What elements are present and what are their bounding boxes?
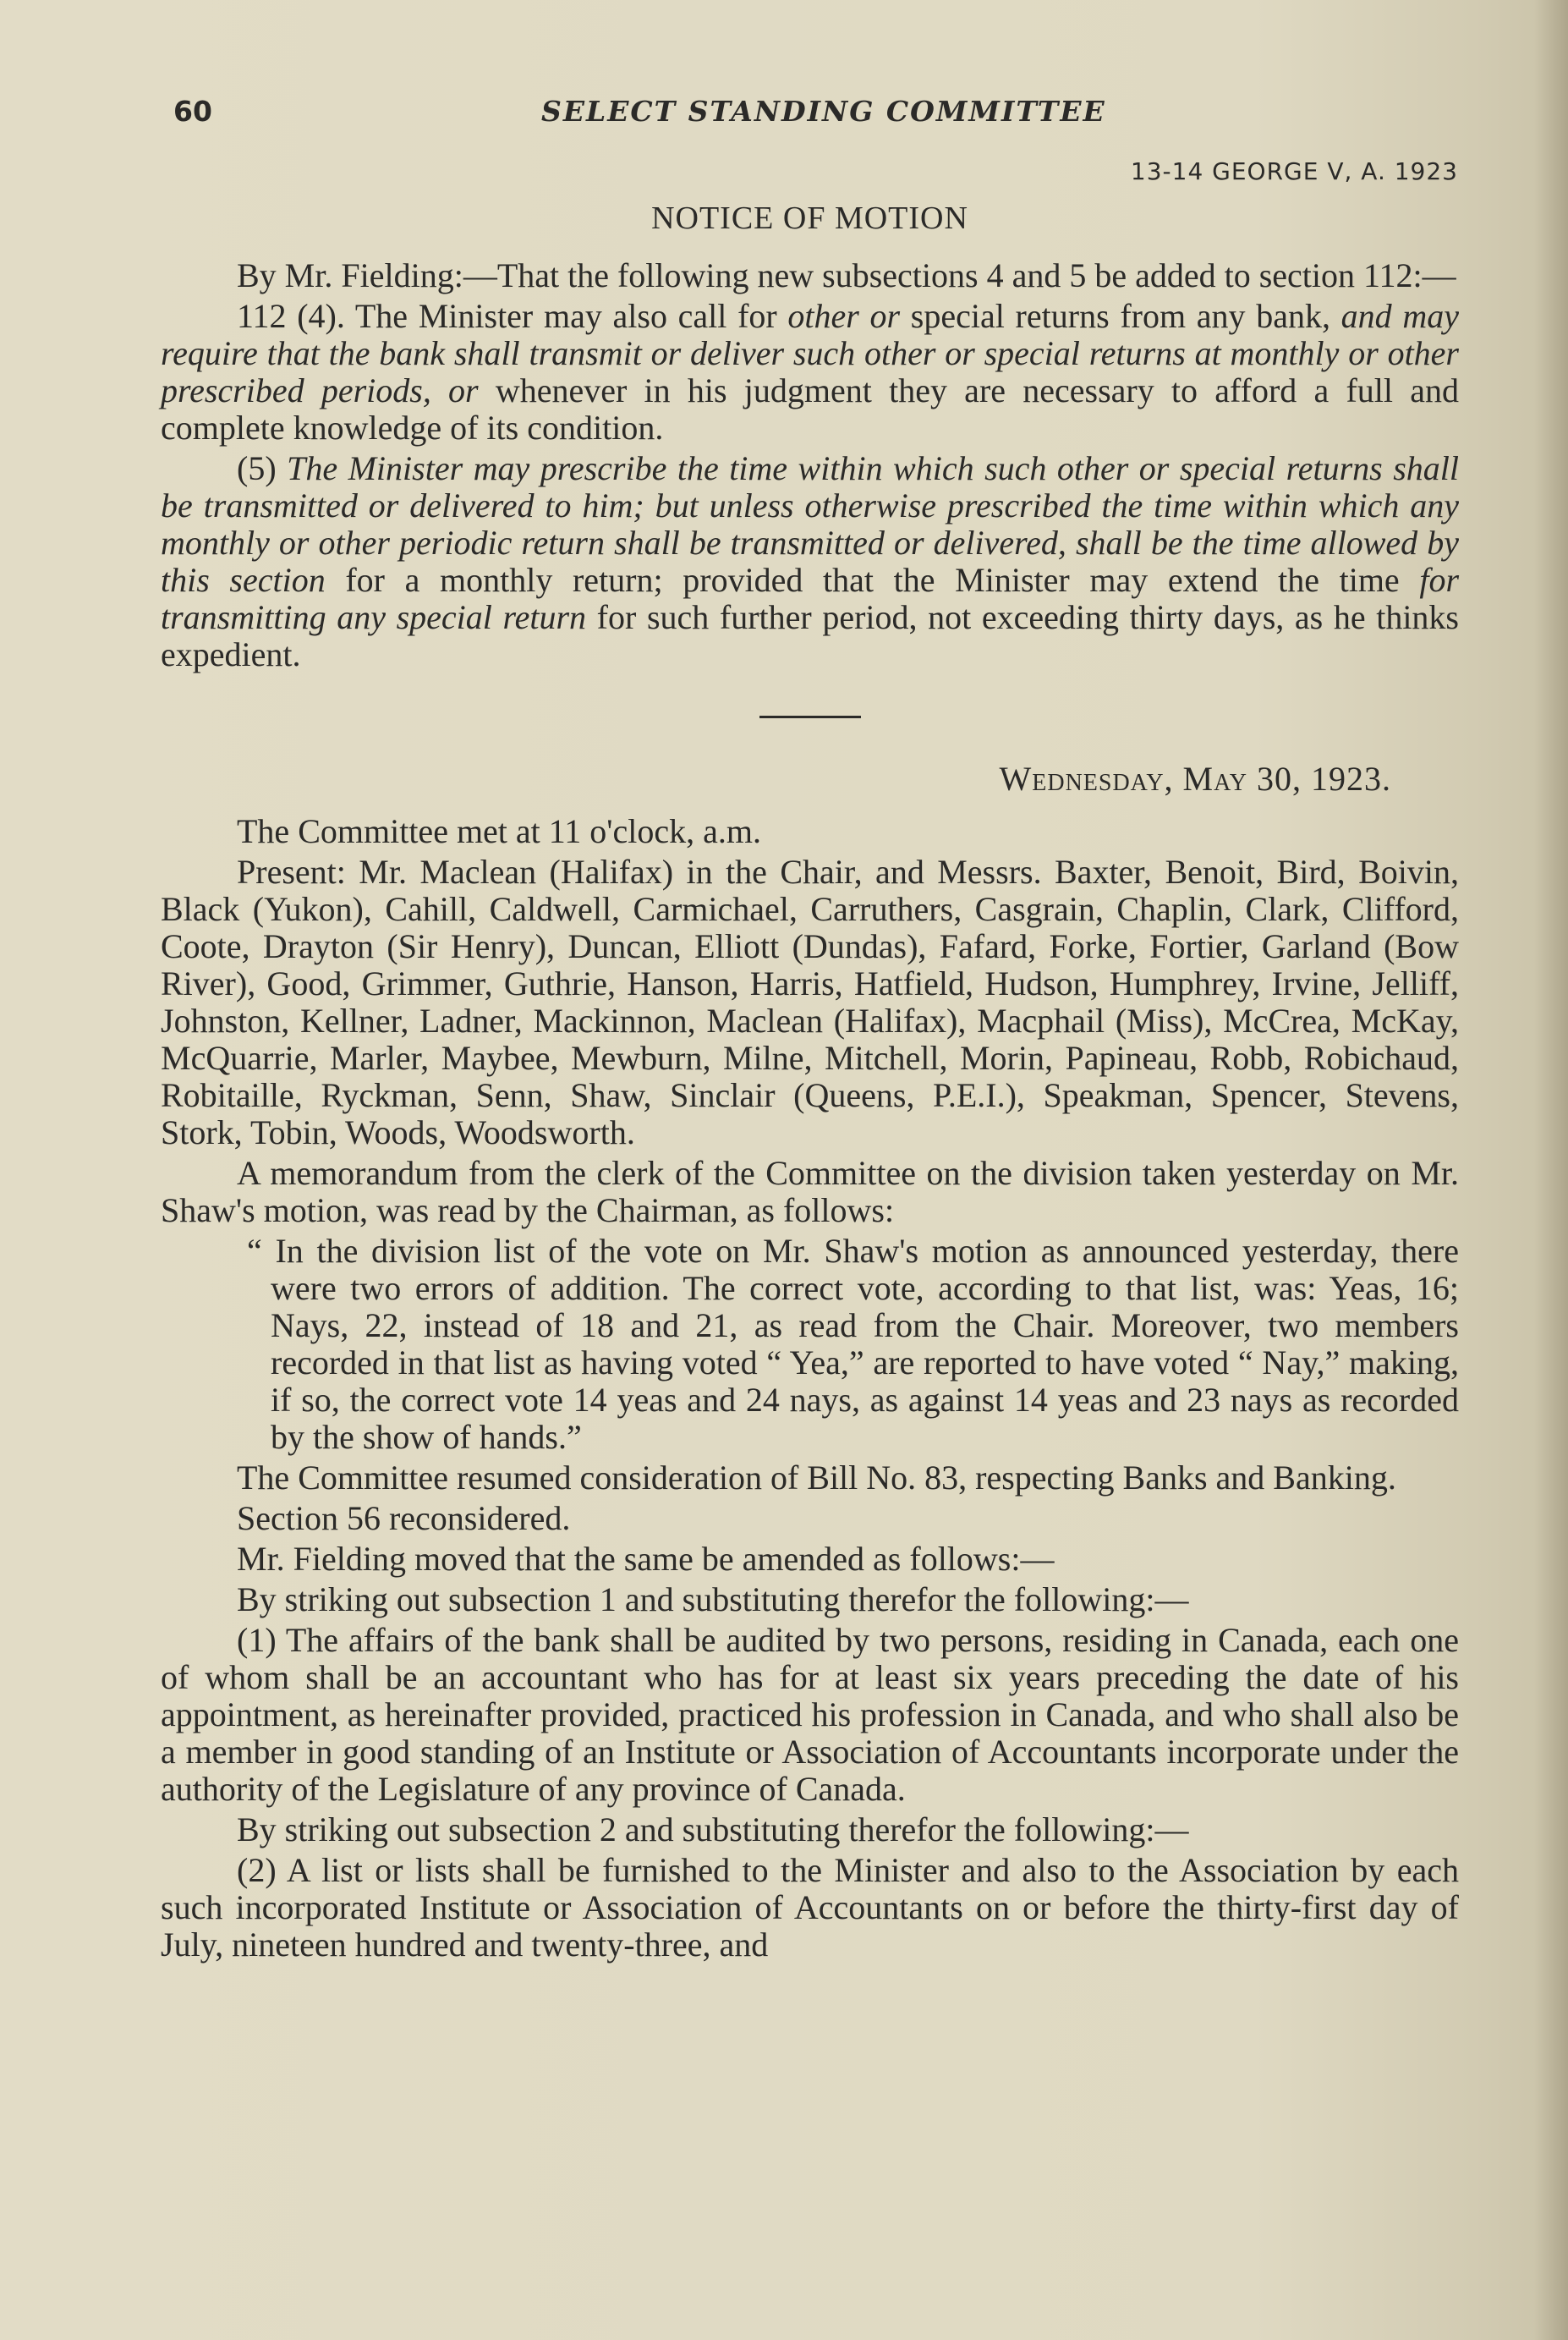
section-divider: [759, 716, 861, 718]
subsection-5: (5) The Minister may prescribe the time within which such other or special returns shall be transmitted or delivered to him; but unless otherwise prescribed the time within which any monthly or other periodic return shall be transmitted or delivered, shall be the time allowed by this section for a monthly return; provided that the Minister may extend the time for transmitting any special return for such further period, not exceeding thirty days, as he thinks expedient.: [161, 449, 1460, 673]
subsection-4: 112 (4). The Minister may also call for other or special returns from any bank, and may require that the bank shall transmit or deliver such other or special returns at monthly or other prescribed periods, or whenever in his judgment they are necessary to afford a full and complete knowledge of its condition.: [161, 297, 1460, 447]
memorandum-quote: “ In the division list of the vote on Mr. Shaw's motion as announced yesterday, there were two errors of addition. The correct vote, according to that list, was: Yeas, 16; Nays, 22, instead of 18 and 21, as read from the Chair. Moreover, two members recorded in that list as having voted “ Yea,” are reported to have voted “ Nay,” making, if so, the correct vote 14 yeas and 24 nays, as against 14 yeas and 23 nays as recorded by the show of hands.”: [247, 1232, 1459, 1456]
binding-edge-shadow: [1534, 0, 1568, 2340]
strike-subsection-2: By striking out subsection 2 and substituting therefor the following:—: [237, 1810, 1189, 1848]
strike-subsection-1: By striking out subsection 1 and substituting therefor the following:—: [237, 1580, 1189, 1618]
memorandum-intro: A memorandum from the clerk of the Committee on the division taken yesterday on Mr. Shaw's motion, was read by the Chairman, as follows:: [161, 1154, 1459, 1229]
notice-heading: NOTICE OF MOTION: [651, 200, 968, 236]
page-body: [161, 200, 1459, 1967]
section-56-reconsidered: Section 56 reconsidered.: [237, 1499, 571, 1537]
notice-intro: By Mr. Fielding:—That the following new subsections 4 and 5 be added to section 112:—: [237, 256, 1456, 294]
running-title: SELECT STANDING COMMITTEE: [541, 95, 1106, 128]
page-number: 60: [173, 95, 212, 128]
meeting-opening: The Committee met at 11 o'clock, a.m.: [237, 812, 761, 850]
new-subsection-2: (2) A list or lists shall be furnished to the Minister and also to the Association by each such incorporated Institute or Association of Accountants on or before the thirty-first day of July, nineteen hundred and twenty-three, and: [161, 1851, 1459, 1964]
bill-resumed: The Committee resumed consideration of Bill No. 83, respecting Banks and Banking.: [237, 1458, 1396, 1497]
new-subsection-1: (1) The affairs of the bank shall be audited by two persons, residing in Canada, each one of whom shall be an accountant who has for at least six years preceding the date of his appointment, as hereinafter provided, practiced his profession in Canada, and who shall also be a member in good standing of an Institute or Association of Accountants incorporate under the authority of the Legislature of any province of Canada.: [161, 1621, 1459, 1808]
meeting-date: Wednesday, May 30, 1923.: [999, 760, 1391, 798]
members-present: Present: Mr. Maclean (Halifax) in the Chair, and Messrs. Baxter, Benoit, Bird, Boivin, Black (Yukon), Cahill, Caldwell, Carmichael, Carruthers, Casgrain, Chaplin, Clark, Clifford, Coote, Drayton (Sir Henry), Duncan, Elliott (Dundas), Fafard, Forke, Fortier, Garland (Bow River), Good, Grimmer, Guthrie, Hanson, Harris, Hatfield, Hudson, Humphrey, Irvine, Jelliff, Johnston, Kellner, Ladner, Mackinnon, Maclean (Halifax), Macphail (Miss), McCrea, McKay, McQuarrie, Marler, Maybee, Mewburn, Milne, Mitchell, Morin, Papineau, Robb, Robichaud, Robitaille, Ryckman, Senn, Shaw, Sinclair (Queens, P.E.I.), Speakman, Spencer, Stevens, Stork, Tobin, Woods, Woodsworth.: [161, 853, 1459, 1151]
fielding-motion: Mr. Fielding moved that the same be amended as follows:—: [237, 1540, 1055, 1578]
session-reference: 13-14 GEORGE V, A. 1923: [1130, 157, 1458, 185]
